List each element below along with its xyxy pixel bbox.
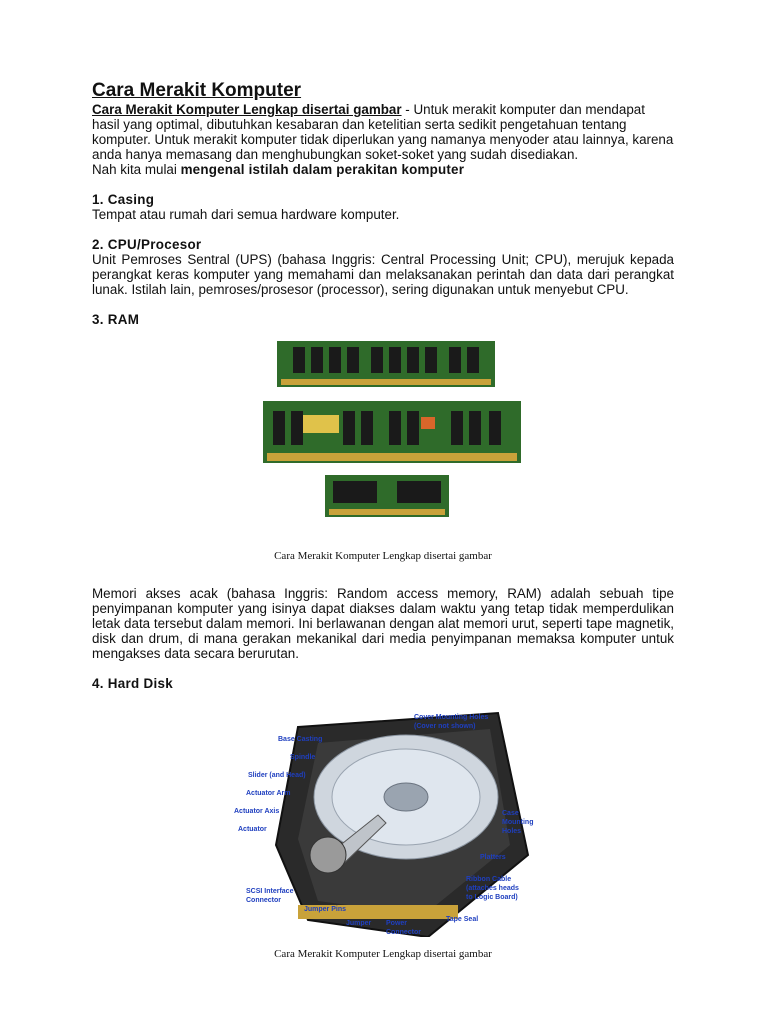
hdd-label-cover-2: (Cover not shown) bbox=[414, 723, 476, 730]
intro-prefix: Nah kita mulai bbox=[92, 162, 181, 177]
hard-disk-image bbox=[228, 705, 538, 937]
intro-text: - Untuk merakit komputer dan mendapat hasil yang optimal, dibutuhkan kesabaran dan ketelitian serta sedikit pengetahuan tentang komputer. Untuk merakit komputer tidak diperlukan yang namanya menyoder atau lainnya, karena anda hanya memasang dan menghubungkan soket-soket yang sudah disediakan. bbox=[92, 102, 674, 162]
intro-link[interactable]: Cara Merakit Komputer Lengkap disertai gambar bbox=[92, 102, 402, 117]
intro-bold: mengenal istilah dalam perakitan komputer bbox=[180, 162, 465, 177]
hdd-label-power-2: Connector bbox=[386, 929, 421, 936]
hdd-label-tape-seal: Tape Seal bbox=[446, 916, 479, 923]
section-heading-hard-disk: 4. Hard Disk bbox=[92, 676, 174, 691]
hdd-label-ribbon-2: (attaches heads bbox=[466, 885, 519, 892]
hdd-label-scsi-2: Connector bbox=[246, 897, 281, 904]
hdd-label-case-3: Holes bbox=[502, 828, 522, 835]
hdd-caption: Cara Merakit Komputer Lengkap disertai gambar bbox=[274, 948, 492, 960]
hdd-label-base-casting: Base Casting bbox=[278, 736, 323, 743]
ram-image bbox=[233, 339, 533, 539]
hdd-label-slider: Slider (and Head) bbox=[248, 772, 306, 779]
intro-line bbox=[92, 162, 674, 177]
section-heading-casing: 1. Casing bbox=[92, 192, 155, 207]
hdd-label-scsi-1: SCSI Interface bbox=[246, 888, 294, 895]
hdd-label-actuator-axis: Actuator Axis bbox=[234, 808, 280, 815]
section-text-casing: Tempat atau rumah dari semua hardware komputer. bbox=[92, 207, 400, 222]
section-heading-ram: 3. RAM bbox=[92, 312, 140, 327]
hdd-label-spindle: Spindle bbox=[290, 754, 316, 761]
section-text-ram: Memori akses acak (bahasa Inggris: Random access memory, RAM) adalah sebuah tipe penyimpanan komputer yang isinya dapat diakses dalam waktu yang tetap tidak memperdulikan letak data tersebut dalam memori. Ini berlawanan dengan alat memori urut, seperti tape magnetik, disk dan drum, di mana gerakan mekanikal dari media penyimpanan memaksa komputer untuk mengakses data secara berurutan. bbox=[92, 586, 674, 661]
hdd-label-actuator: Actuator bbox=[238, 826, 267, 833]
intro-paragraph bbox=[92, 102, 674, 162]
hdd-label-cover-1: Cover Mounting Holes bbox=[414, 714, 489, 721]
section-heading-cpu: 2. CPU/Procesor bbox=[92, 237, 202, 252]
hdd-label-jumper: Jumper bbox=[346, 920, 372, 927]
hdd-label-actuator-arm: Actuator Arm bbox=[246, 790, 291, 797]
ram-caption: Cara Merakit Komputer Lengkap disertai gambar bbox=[274, 550, 492, 562]
hdd-label-case-2: Mounting bbox=[502, 819, 534, 826]
hdd-label-case-1: Case bbox=[502, 810, 519, 817]
hdd-label-power-1: Power bbox=[386, 920, 408, 927]
hdd-label-ribbon-3: to Logic Board) bbox=[466, 894, 518, 901]
hdd-label-platters: Platters bbox=[480, 854, 506, 861]
document-page bbox=[92, 80, 674, 962]
section-text-cpu: Unit Pemroses Sentral (UPS) (bahasa Inggris: Central Processing Unit; CPU), merujuk kepada perangkat keras komputer yang memahami dan melaksanakan perintah dan data dari perangkat lunak. Istilah lain, pemroses/prosesor (processor), sering digunakan untuk menyebut CPU. bbox=[92, 252, 674, 297]
hdd-label-jumper-pins: Jumper Pins bbox=[304, 906, 347, 913]
hdd-label-ribbon-1: Ribbon Cable bbox=[466, 876, 512, 883]
page-title: Cara Merakit Komputer bbox=[92, 80, 302, 101]
